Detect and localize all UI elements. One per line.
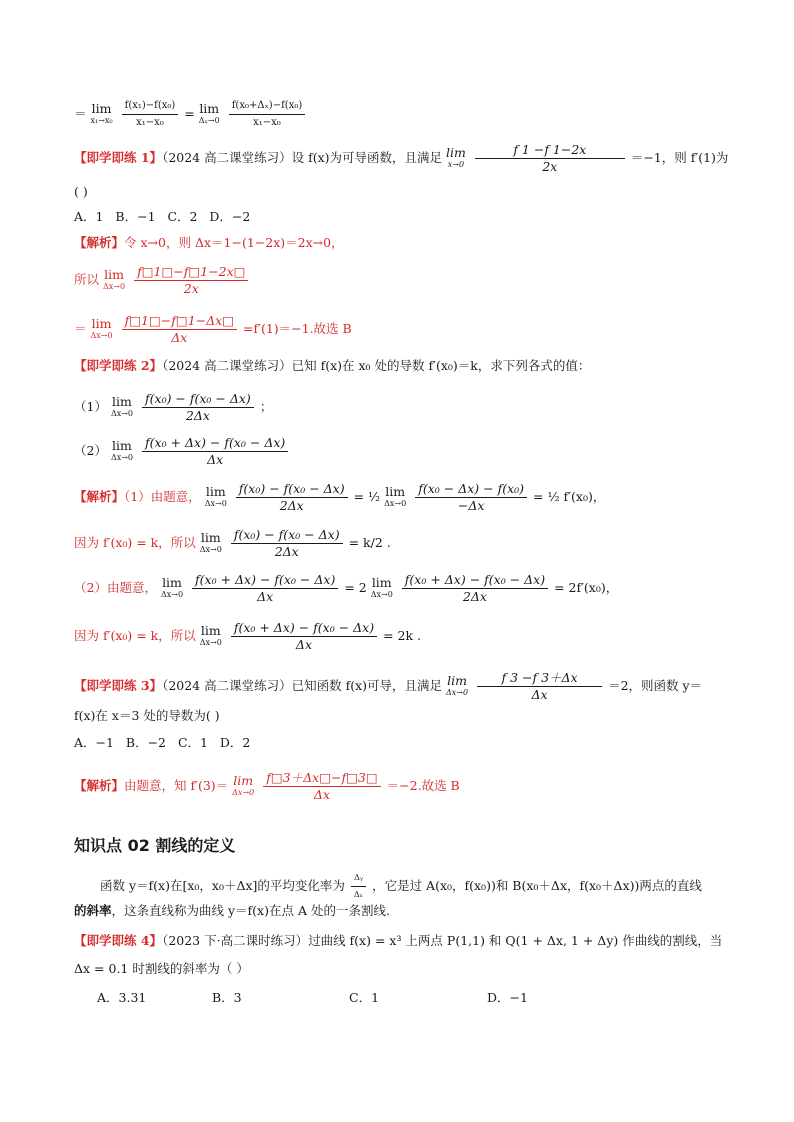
- limit: lim Δx→0: [199, 622, 222, 647]
- exercise-2-question: 【即学即练 2】（2024 高二课堂练习）已知 f(x)在 x₀ 处的导数 f′(x₀)＝k，求下列各式的值：: [74, 358, 591, 373]
- exercise-1-solution-line2: 所以 lim Δx→0 $\frac{f□1□-f□1-2x□}{2x}$: [74, 264, 250, 297]
- exercise-3-question: 【即学即练 3】（2024 高二课堂练习）已知函数 f(x)可导，且满足 lim Δx→0 $\frac{f 3 -f 3+\Delta x}{\Delta x}$ ＝2，则函数 y＝: [74, 670, 703, 702]
- limit: lim Δx→0: [232, 772, 255, 797]
- exercise-2-solution-1b: 因为 f′(x₀) = k，所以 lim Δx→0 $\frac{\text{f(x₀) − f(x₀ − Δx)}}{2\Delta x}$ = k/2 .: [74, 527, 391, 559]
- fraction: $\frac{\text{f(x₀ + Δx) − f(x₀ − Δx)}}{2\Delta x}$: [402, 572, 548, 605]
- fraction: $\frac{f□1□-f□1-2x□}{2x}$: [134, 264, 248, 297]
- limit: lim Δx→0: [160, 574, 184, 599]
- fraction: $\frac{\text{f(x₀ + Δx) − f(x₀ − Δx)}}{\Delta x}$: [142, 435, 288, 468]
- exercise-2-q1: （1） lim Δx→0 $\frac{\text{f(x₀) − f(x₀ − Δx)}}{2\Delta x}$ ；: [74, 391, 273, 423]
- option-b: B．−1: [115, 209, 156, 224]
- option-c: C．1: [349, 990, 380, 1005]
- limit: lim Δx→0: [103, 266, 126, 291]
- limit: lim x→0: [446, 144, 466, 169]
- exercise-2-solution-2: （2）由题意， lim Δx→0 $\frac{\text{f(x₀ + Δx) − f(x₀ − Δx)}}{\Delta x}$ = 2 lim Δx→0 $\frac{\text{f(x₀ + Δx) − f(x₀ − Δx)}}{2\Delta x}$ = 2f′(x₀)，: [74, 572, 619, 604]
- exercise-2-solution-1: 【解析】（1）由题意， lim Δx→0 $\frac{\text{f(x₀) − f(x₀ − Δx)}}{2\Delta x}$ = ½ lim Δx→0 $\frac{\text{f(x₀ − Δx) − f(x₀)}}{-\Delta x}$ = ½ f′(x₀)，: [74, 481, 606, 513]
- fraction: $\frac{\text{f(x₀ + Δx) − f(x₀ − Δx)}}{\Delta x}$: [192, 572, 338, 605]
- option-a: A．1: [74, 209, 104, 224]
- limit: lim x₁→x₀: [90, 100, 113, 125]
- option-b: B．−2: [125, 735, 167, 750]
- option-a: A．3.31: [97, 990, 147, 1005]
- limit: lim Δx→0: [90, 315, 113, 340]
- fraction: $\frac{f□3+\Delta x□-f□3□}{\Delta x}$: [263, 770, 380, 803]
- section-heading: 知识点 02 割线的定义: [74, 836, 236, 855]
- option-b: B．3: [212, 990, 242, 1005]
- fraction: $\frac{\text{Δᵧ}}{\text{Δₓ}}$: [351, 870, 366, 903]
- exercise-1-question: 【即学即练 1】（2024 高二课堂练习）设 f(x)为可导函数，且满足 lim x→0 $\frac{f 1 -f 1-2x}{2x}$ ＝−1，则 f′(1)为: [74, 142, 729, 174]
- limit: lim Δx→0: [446, 672, 469, 697]
- limit: lim Δx→0: [204, 483, 227, 508]
- option-d: D．2: [219, 735, 251, 750]
- fraction: $\frac{f 1 -f 1-2x}{2x}$: [475, 142, 625, 175]
- exercise-tag: 【即学即练 1】: [74, 150, 163, 165]
- fraction: $\frac{\text{f(x₁)−f(x₀)}}{\text{x₁−x₀}}$: [122, 98, 179, 131]
- exercise-2-q2: （2） lim Δx→0 $\frac{\text{f(x₀ + Δx) − f(x₀ − Δx)}}{\Delta x}$: [74, 435, 290, 468]
- fraction: $\frac{\text{f(x₀+Δₓ)−f(x₀)}}{\text{x₁−x₀}}$: [229, 98, 306, 131]
- exercise-1-solution-line3: ＝ lim Δx→0 $\frac{f□1□-f□1-\Delta x□}{\Delta x}$ =f′(1)＝−1.故选 B: [74, 313, 352, 345]
- limit: lim Δx→0: [110, 393, 134, 418]
- limit: lim Δx→0: [384, 483, 407, 508]
- section-paragraph-line1: 函数 y＝f(x)在[x₀，x₀＋Δx]的平均变化率为 $\frac{\text{Δᵧ}}{\text{Δₓ}}$ ，它是过 A(x₀，f(x₀))和 B(x₀＋Δx，f(x₀＋Δx))两点的直线: [100, 870, 702, 903]
- top-formula: ＝ lim x₁→x₀ $\frac{\text{f(x₁)−f(x₀)}}{\text{x₁−x₀}}$ = lim Δₓ→0 $\frac{\text{f(x₀+Δₓ)−f(x₀)}}{\text{x₁−x₀}}$: [74, 98, 307, 131]
- option-c: C．1: [177, 735, 208, 750]
- exercise-tag: 【即学即练 4】: [74, 933, 163, 948]
- exercise-4-line2: Δx = 0.1 时割线的斜率为（ ）: [74, 961, 249, 976]
- fraction: $\frac{\text{f(x₀) − f(x₀ − Δx)}}{2\Delta x}$: [231, 527, 343, 560]
- fraction: $\frac{f□1□-f□1-\Delta x□}{\Delta x}$: [122, 313, 237, 346]
- fraction: $\frac{f 3 -f 3+\Delta x}{\Delta x}$: [477, 670, 602, 703]
- fraction: $\frac{\text{f(x₀ − Δx) − f(x₀)}}{-\Delta x}$: [415, 481, 527, 514]
- section-paragraph-line2: 的斜率，这条直线称为曲线 y＝f(x)在点 A 处的一条割线.: [74, 903, 390, 918]
- exercise-3-options: [74, 733, 250, 751]
- exercise-4-question: 【即学即练 4】（2023 下·高二课时练习）过曲线 f(x) = x³ 上两点 P(1,1) 和 Q(1 + Δx, 1 + Δy) 作曲线的割线，当: [74, 933, 723, 948]
- option-a: A．−1: [74, 735, 114, 750]
- exercise-2-solution-2b: 因为 f′(x₀) = k，所以 lim Δx→0 $\frac{\text{f(x₀ + Δx) − f(x₀ − Δx)}}{\Delta x}$ = 2k .: [74, 620, 422, 652]
- exercise-1-options: [74, 207, 250, 225]
- limit: lim Δₓ→0: [198, 100, 220, 125]
- exercise-3-solution: 【解析】由题意，知 f′(3)＝ lim Δx→0 $\frac{f□3+\Delta x□-f□3□}{\Delta x}$ ＝−2.故选 B: [74, 770, 460, 802]
- limit: lim Δx→0: [110, 437, 134, 462]
- limit: lim Δx→0: [199, 529, 222, 554]
- fraction: $\frac{\text{f(x₀ + Δx) − f(x₀ − Δx)}}{\Delta x}$: [231, 620, 377, 653]
- exercise-tag: 【即学即练 2】: [74, 358, 163, 373]
- exercise-3-line2: f(x)在 x＝3 处的导数为( ): [74, 708, 220, 723]
- limit: lim Δx→0: [370, 574, 393, 599]
- option-d: D．−2: [209, 209, 251, 224]
- exercise-tag: 【即学即练 3】: [74, 678, 163, 693]
- exercise-1-solution-line1: 【解析】令 x→0，则 Δx＝1−(1−2x)＝2x→0，: [74, 235, 344, 250]
- fraction: $\frac{\text{f(x₀) − f(x₀ − Δx)}}{2\Delta x}$: [142, 391, 254, 424]
- exercise-1-paren: ( ): [74, 184, 88, 199]
- option-c: C．2: [167, 209, 198, 224]
- option-d: D．−1: [487, 990, 528, 1005]
- fraction: $\frac{\text{f(x₀) − f(x₀ − Δx)}}{2\Delta x}$: [236, 481, 348, 514]
